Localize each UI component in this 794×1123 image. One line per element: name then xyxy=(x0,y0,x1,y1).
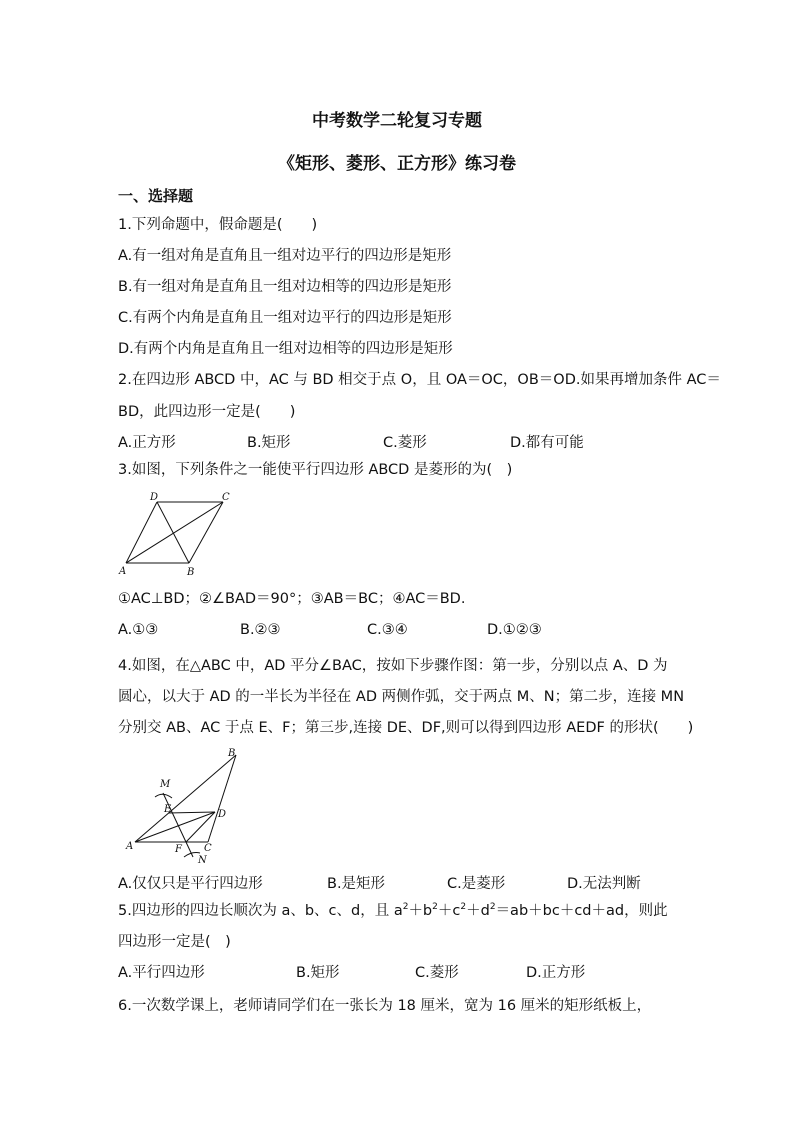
label-a: A xyxy=(119,566,127,577)
q5-option-d: D.正方形 xyxy=(526,965,586,981)
label-a: A xyxy=(126,841,134,852)
label-e: E xyxy=(164,804,172,815)
q3-option-d: D.①②③ xyxy=(487,622,542,638)
q4-triangle-figure xyxy=(118,745,248,870)
label-f: F xyxy=(175,844,182,855)
q4-stem-line3: 分别交 AB、AC 于点 E、F；第三步,连接 DE、DF,则可以得到四边形 AEDF 的形状( ) xyxy=(118,720,694,736)
diagonal-bd xyxy=(157,502,189,563)
q3-option-c: C.③④ xyxy=(367,622,408,638)
q1-stem: 1.下列命题中，假命题是( ) xyxy=(118,217,318,233)
q4-stem-line1: 4.如图，在△ABC 中，AD 平分∠BAC，按如下步骤作图：第一步，分别以点 A、D 为 xyxy=(118,658,668,674)
q2-option-a: A.正方形 xyxy=(118,435,176,451)
q2-option-c: C.菱形 xyxy=(383,435,427,451)
label-n: N xyxy=(198,855,207,866)
q4-option-b: B.是矩形 xyxy=(327,876,386,892)
label-b: B xyxy=(187,567,195,578)
label-d: D xyxy=(218,809,227,820)
q3-option-b: B.②③ xyxy=(240,622,281,638)
q3-conditions: ①AC⊥BD；②∠BAD＝90°；③AB＝BC；④AC＝BD. xyxy=(118,591,466,607)
q1-option-a: A.有一组对角是直角且一组对边平行的四边形是矩形 xyxy=(118,248,452,264)
side-ab xyxy=(135,755,236,842)
page-subtitle: 《矩形、菱形、正方形》练习卷 xyxy=(278,154,516,174)
q2-stem-line1: 2.在四边形 ABCD 中，AC 与 BD 相交于点 O，且 OA＝OC，OB＝OD.如果再增加条件 AC＝ xyxy=(118,372,721,388)
q2-option-d: D.都有可能 xyxy=(510,435,584,451)
side-da xyxy=(126,502,157,563)
q1-option-b: B.有一组对角是直角且一组对边相等的四边形是矩形 xyxy=(118,279,452,295)
segment-ed xyxy=(168,812,215,813)
q4-option-c: C.是菱形 xyxy=(447,876,506,892)
q4-option-a: A.仅仅只是平行四边形 xyxy=(118,876,263,892)
q3-parallelogram-figure xyxy=(110,490,240,580)
diagonal-ac xyxy=(126,502,223,563)
q5-option-b: B.矩形 xyxy=(296,965,340,981)
q3-option-a: A.①③ xyxy=(118,622,159,638)
label-d: D xyxy=(150,492,159,503)
q4-stem-line2: 圆心，以大于 AD 的一半长为半径在 AD 两侧作弧，交于两点 M、N；第二步，连接 MN xyxy=(118,689,685,705)
q1-option-c: C.有两个内角是直角且一组对边平行的四边形是矩形 xyxy=(118,310,452,326)
q5-option-c: C.菱形 xyxy=(415,965,459,981)
q2-option-b: B.矩形 xyxy=(247,435,291,451)
label-b: B xyxy=(228,748,236,759)
section-heading: 一、选择题 xyxy=(118,187,194,205)
side-bc xyxy=(189,502,223,563)
q5-stem-line2: 四边形一定是( ) xyxy=(118,934,231,950)
q3-stem: 3.如图，下列条件之一能使平行四边形 ABCD 是菱形的为( ) xyxy=(118,462,513,478)
side-bc xyxy=(208,755,236,842)
q6-stem-line1: 6.一次数学课上，老师请同学们在一张长为 18 厘米，宽为 16 厘米的矩形纸板上， xyxy=(118,998,652,1014)
label-m: M xyxy=(160,779,171,790)
page-title: 中考数学二轮复习专题 xyxy=(312,111,482,131)
q1-option-d: D.有两个内角是直角且一组对边相等的四边形是矩形 xyxy=(118,341,453,357)
q5-option-a: A.平行四边形 xyxy=(118,965,205,981)
segment-fd xyxy=(186,812,215,842)
label-c: C xyxy=(222,492,230,503)
bisector-ad xyxy=(135,812,215,842)
q4-option-d: D.无法判断 xyxy=(567,876,641,892)
label-c: C xyxy=(204,843,212,854)
q2-stem-line2: BD，此四边形一定是( ) xyxy=(118,404,296,420)
q5-stem-line1: 5.四边形的四边长顺次为 a、b、c、d，且 $a^2+b^2+c^2+d^2=ab+bc+cd+ad$，则此 xyxy=(118,902,668,919)
